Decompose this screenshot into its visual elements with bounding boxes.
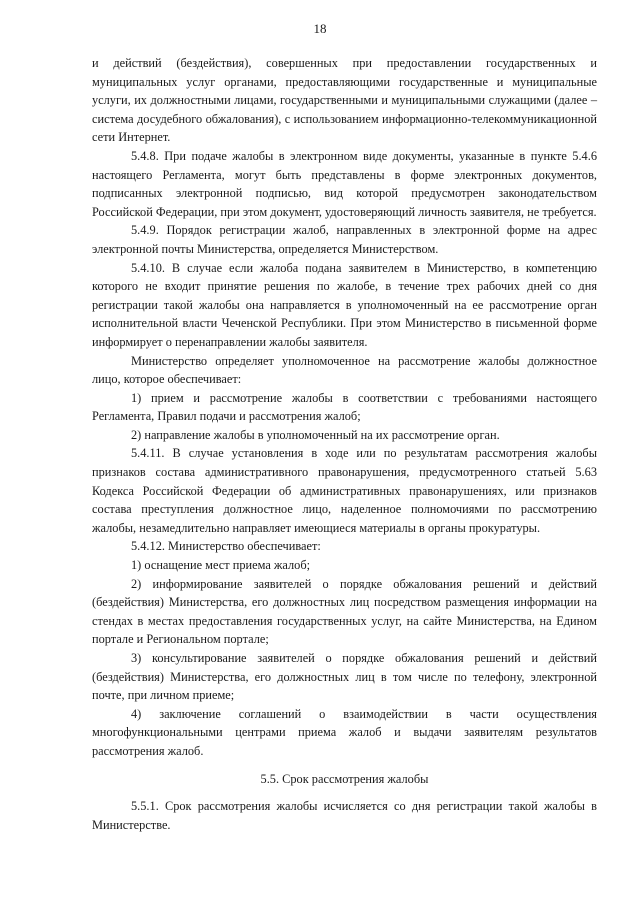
section-heading-5-5: 5.5. Срок рассмотрения жалобы: [260, 771, 429, 786]
page-number: 18: [313, 21, 327, 36]
list-item-4-agreements: 4) заключение соглашений о взаимодействии в части осуществления многофункциональными центрами приема жалоб и выдачи заявителям результатов рассмотрения жалоб.: [92, 706, 597, 758]
paragraph-continuation: и действий (бездействия), совершенных при предоставлении государственных и муниципальных услуг органами, предоставляющими государственные и муниципальные услуги, их должностными лицами, государственными и муниципальными служащими (далее – система досудебного обжалования), с использованием информационно-телекоммуникационной сети Интернет.: [92, 56, 597, 145]
list-item-2-forwarding: 2) направление жалобы в уполномоченный на их рассмотрение орган.: [131, 427, 500, 442]
page-body: [92, 54, 597, 834]
list-item-3-consulting: 3) консультирование заявителей о порядке обжалования решений и действий (бездействия) Министерства, его должностных лиц в том числе по телефону, электронной почте, при личном приеме;: [92, 651, 597, 703]
paragraph-5-4-10: 5.4.10. В случае если жалоба подана заявителем в Министерство, в компетенцию которого не входит принятие решения по жалобе, в течение трех рабочих дней со дня регистрации такой жалобы она направляется в уполномоченный на ее рассмотрение орган исполнительной власти Чеченской Республики. При этом Министерство в письменной форме информирует о перенаправлении жалобы заявителя.: [92, 260, 597, 349]
paragraph-ministry-designates: Министерство определяет уполномоченное на рассмотрение жалобы должностное лицо, которое обеспечивает:: [92, 353, 597, 387]
list-item-1-equipment: 1) оснащение мест приема жалоб;: [131, 558, 311, 573]
paragraph-5-4-8: 5.4.8. При подаче жалобы в электронном виде документы, указанные в пункте 5.4.6 настоящего Регламента, могут быть представлены в форме электронных документов, подписанных электронной подписью, вид которой предусмотрен законодательством Российской Федерации, при этом документ, удостоверяющий личность заявителя, не требуется.: [92, 148, 597, 219]
paragraph-5-4-11: 5.4.11. В случае установления в ходе или по результатам рассмотрения жалобы признаков состава административного правонарушения, предусмотренного статьей 5.63 Кодекса Российской Федерации об административных правонарушениях, или признаков состава преступления должностное лицо, наделенное полномочиями по рассмотрению жалобы, незамедлительно направляет имеющиеся материалы в органы прокуратуры.: [92, 446, 597, 535]
paragraph-5-4-12: 5.4.12. Министерство обеспечивает:: [131, 539, 321, 554]
list-item-2-informing: 2) информирование заявителей о порядке обжалования решений и действий (бездействия) Министерства, его должностных лиц посредством размещения информации на стендах в местах предоставления государственных услуг, на сайте Министерства, на Едином портале и Региональном портале;: [92, 576, 597, 647]
paragraph-5-5-1: 5.5.1. Срок рассмотрения жалобы исчисляется со дня регистрации такой жалобы в Министерстве.: [92, 799, 597, 832]
list-item-1-reception: 1) прием и рассмотрение жалобы в соответствии с требованиями настоящего Регламента, Правил подачи и рассмотрения жалоб;: [92, 390, 597, 424]
paragraph-5-4-9: 5.4.9. Порядок регистрации жалоб, направленных в электронной форме на адрес электронной почты Министерства, определяется Министерством.: [92, 223, 597, 256]
